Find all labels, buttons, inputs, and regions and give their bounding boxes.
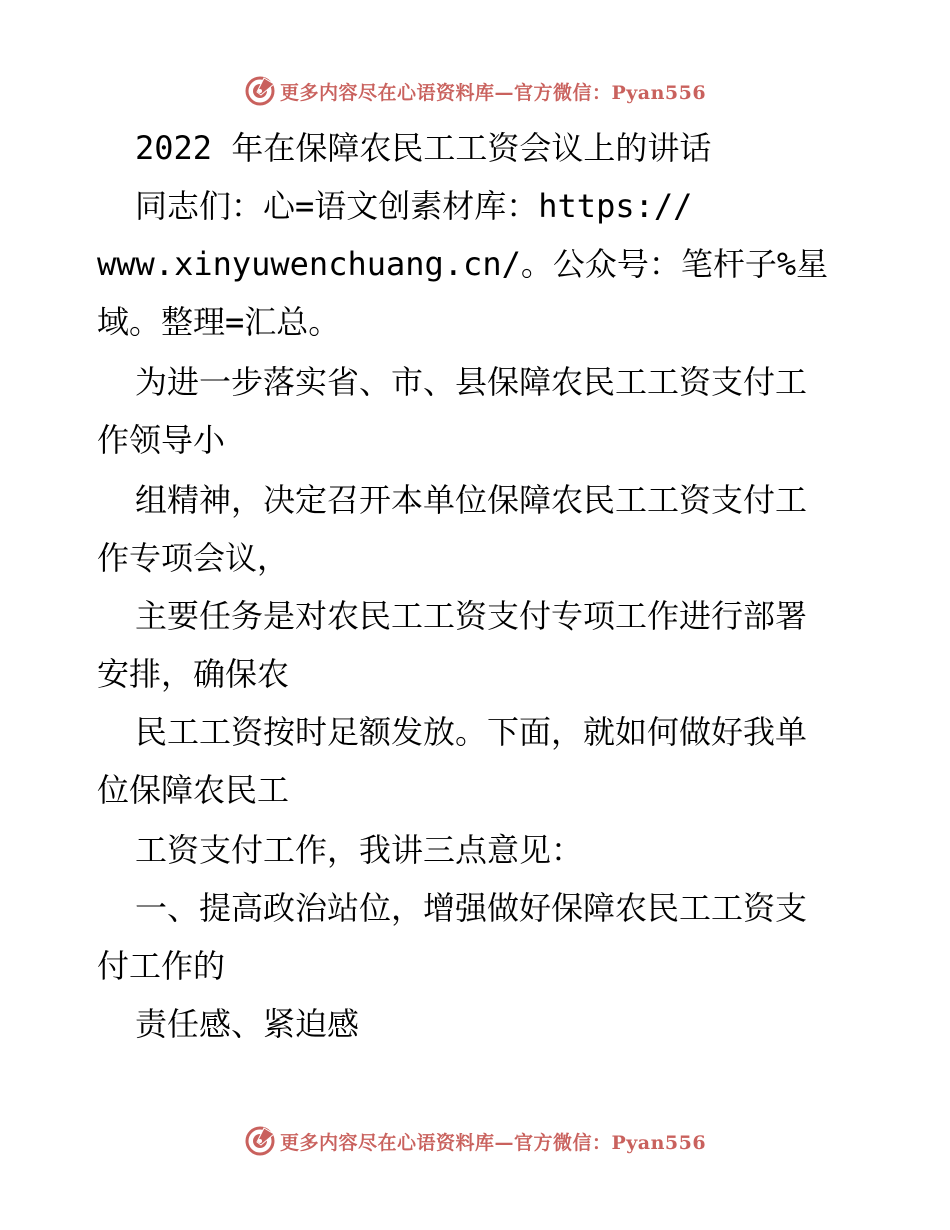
paragraph-line: 作专项会议，: [97, 539, 290, 577]
document-title: 2022 年在保障农民工工资会议上的讲话: [135, 129, 712, 167]
paragraph-line: 安排，确保农: [97, 655, 290, 693]
paragraph-line: www.xinyuwenchuang.cn/。公众号：笔杆子%星: [97, 245, 829, 283]
section-heading: 一、提高政治站位，增强做好保障农民工工资支: [135, 889, 808, 927]
paragraph-line: 同志们：心=语文创素材库：https://: [135, 187, 693, 225]
paragraph-line: 组精神，决定召开本单位保障农民工工资支付工: [135, 481, 808, 519]
paragraph-line: 工资支付工作，我讲三点意见：: [135, 831, 584, 869]
paragraph-line: 域。整理=汇总。: [97, 303, 341, 341]
paragraph-line: 位保障农民工: [97, 771, 290, 809]
paragraph-line: 民工工资按时足额发放。下面，就如何做好我单: [135, 713, 808, 751]
watermark-text: 更多内容尽在心语资料库—官方微信：Pyan556: [279, 1131, 707, 1154]
paragraph-line: 主要任务是对农民工工资支付专项工作进行部署: [135, 597, 808, 635]
watermark-text: 更多内容尽在心语资料库—官方微信：Pyan556: [279, 81, 707, 104]
pen-logo-icon: [244, 1125, 276, 1157]
paragraph-line: 付工作的: [97, 947, 226, 985]
footer-watermark: [0, 1121, 950, 1161]
paragraph-line: 作领导小: [97, 421, 226, 459]
paragraph-line: 为进一步落实省、市、县保障农民工工资支付工: [135, 363, 808, 401]
paragraph-line: 责任感、紧迫感: [135, 1005, 360, 1043]
header-watermark: [0, 71, 950, 111]
pen-logo-icon: [244, 75, 276, 107]
